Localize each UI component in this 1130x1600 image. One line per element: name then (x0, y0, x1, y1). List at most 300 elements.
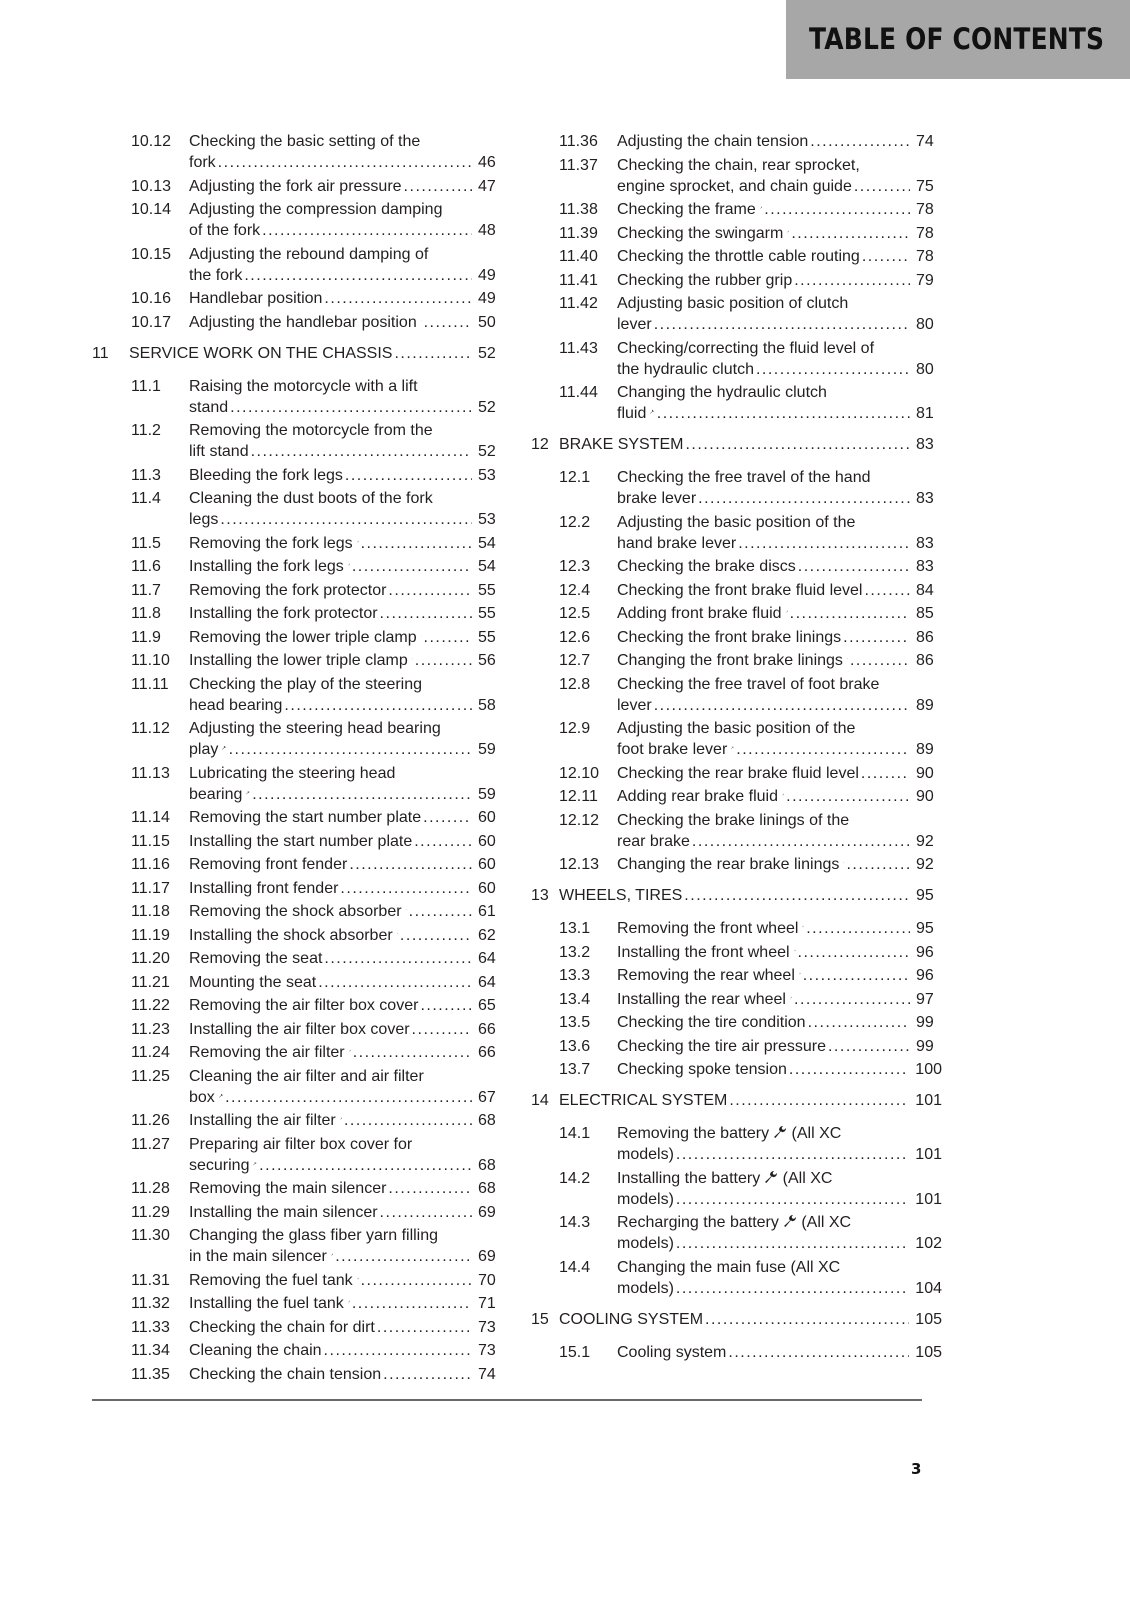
toc-entry[interactable] (531, 854, 942, 875)
toc-entry-title: the hydraulic clutch (617, 360, 754, 378)
dot-leader (344, 1110, 472, 1131)
dot-leader (738, 533, 910, 554)
toc-entry-number: 15.1 (559, 1343, 591, 1361)
toc-page-number[interactable]: 68 (478, 1156, 496, 1174)
dot-leader (349, 854, 472, 875)
toc-page-number[interactable]: 104 (915, 1279, 942, 1297)
toc-page-number[interactable]: 47 (478, 177, 496, 195)
toc-page-number[interactable]: 86 (916, 652, 934, 669)
toc-entry-number: 11.38 (559, 201, 598, 218)
dot-leader (676, 1189, 909, 1210)
toc-entry[interactable] (531, 965, 942, 986)
toc-entry[interactable] (92, 533, 504, 554)
toc-entry-number: 11.2 (131, 422, 161, 439)
toc-entry[interactable] (531, 989, 942, 1010)
toc-entry-number: 11.1 (131, 377, 161, 395)
toc-page-number[interactable]: 90 (916, 764, 934, 782)
toc-page-number[interactable]: 83 (916, 534, 934, 552)
toc-page-number[interactable]: 92 (916, 856, 934, 873)
toc-page-number[interactable]: 74 (478, 1365, 496, 1383)
toc-page-number[interactable]: 64 (478, 950, 496, 967)
toc-entry[interactable] (92, 1317, 504, 1338)
toc-entry[interactable] (92, 465, 504, 486)
dot-leader (654, 314, 910, 335)
toc-entry[interactable] (531, 223, 942, 244)
toc-entry[interactable] (92, 1225, 504, 1267)
toc-entry[interactable] (92, 131, 504, 173)
toc-entry-number: 12.3 (559, 558, 591, 575)
toc-page-number[interactable]: 89 (916, 696, 934, 714)
toc-page-number[interactable]: 89 (916, 741, 934, 758)
toc-entry[interactable] (531, 580, 942, 601)
toc-page-number[interactable]: 61 (478, 903, 496, 920)
toc-entry-title: Changing the front brake linings (617, 652, 843, 669)
toc-entry-title: Cleaning the chain (189, 1342, 322, 1359)
toc-entry-title: Installing the air filter box cover (189, 1020, 410, 1038)
toc-entry[interactable] (531, 674, 942, 716)
toc-entry[interactable] (531, 293, 942, 335)
wrench-icon (253, 1157, 257, 1170)
toc-entry-number: 11.7 (131, 581, 161, 599)
toc-entry-number: 11.32 (131, 1295, 170, 1312)
dot-leader (262, 220, 472, 241)
toc-entry-title: fork (189, 154, 216, 171)
toc-page-number[interactable]: 101 (915, 1092, 942, 1109)
toc-page-number[interactable]: 60 (478, 809, 496, 826)
toc-entry-number: 11.37 (559, 156, 598, 174)
wrench-icon (731, 741, 734, 754)
toc-entry[interactable] (531, 556, 942, 577)
dot-leader (380, 603, 472, 624)
toc-page-number[interactable]: 49 (478, 290, 496, 307)
toc-entry[interactable] (92, 854, 504, 875)
toc-entry-number: 11.22 (131, 997, 170, 1014)
toc-entry[interactable] (531, 1342, 942, 1363)
toc-page-number[interactable]: 75 (916, 177, 934, 195)
toc-page-number[interactable]: 70 (478, 1271, 496, 1289)
toc-entry-title: Installing the start number plate (189, 832, 413, 850)
toc-page-number[interactable]: 105 (915, 1343, 942, 1361)
toc-entry-number: 11.20 (131, 950, 170, 967)
toc-entry-title: Adjusting the steering head bearing (189, 720, 441, 737)
toc-entry[interactable] (531, 131, 942, 152)
dot-leader (324, 288, 472, 309)
toc-entry-title: Installing the front wheel (617, 943, 790, 961)
toc-page-number[interactable]: 59 (478, 741, 496, 758)
toc-entry-title: Removing the main silencer (189, 1180, 387, 1197)
toc-page-number[interactable]: 73 (478, 1318, 496, 1336)
dot-leader (854, 176, 910, 197)
toc-entry-title-suffix: (All XC (778, 1169, 833, 1187)
wrench-icon (331, 1248, 333, 1261)
dot-leader (729, 1090, 909, 1111)
toc-entry-number: 11.8 (131, 605, 161, 622)
dot-leader (862, 246, 910, 267)
toc-entry-number: 11.43 (559, 339, 598, 357)
dot-leader (412, 1019, 472, 1040)
toc-entry-number: 11.36 (559, 133, 598, 150)
wrench-icon (349, 1044, 351, 1057)
dot-leader (798, 942, 911, 963)
toc-entry-title: box (189, 1088, 215, 1106)
toc-entry[interactable] (531, 942, 942, 963)
toc-entry[interactable] (531, 718, 942, 760)
toc-entry-number: 10.15 (131, 245, 172, 263)
toc-page-number[interactable]: 85 (916, 605, 934, 622)
toc-entry[interactable] (92, 488, 504, 530)
toc-entry-number: 13 (531, 887, 549, 904)
toc-chapter[interactable] (92, 343, 504, 364)
toc-entry-number: 11.13 (131, 764, 170, 782)
toc-page-number[interactable]: 99 (916, 1037, 934, 1055)
toc-entry-title: Adding front brake fluid (617, 605, 782, 622)
toc-entry-number: 10.13 (131, 177, 172, 195)
toc-page-number[interactable]: 96 (916, 943, 934, 961)
dot-leader (352, 556, 472, 577)
dot-leader (388, 1178, 472, 1199)
dot-leader (324, 948, 472, 969)
toc-entry[interactable] (92, 580, 504, 601)
toc-entry-title: Changing the rear brake linings (617, 856, 840, 873)
toc-page-number[interactable]: 86 (916, 628, 934, 646)
toc-entry[interactable] (92, 1134, 504, 1176)
toc-entry-title: Checking the frame (617, 201, 756, 218)
toc-entry-number: 13.4 (559, 990, 591, 1008)
toc-entry-title: models) (617, 1146, 674, 1163)
toc-page-number[interactable]: 67 (478, 1088, 496, 1106)
toc-page-number[interactable]: 100 (915, 1061, 942, 1078)
toc-entry-number: 12.6 (559, 628, 591, 646)
toc-entry[interactable] (531, 1212, 942, 1254)
wrench-icon (786, 605, 788, 618)
toc-page-number[interactable]: 60 (478, 832, 496, 850)
toc-entry[interactable] (92, 901, 504, 922)
toc-page-number[interactable]: 81 (916, 405, 934, 422)
toc-entry-title: Checking the free travel of foot brake (617, 675, 880, 693)
wrench-icon (357, 1272, 359, 1285)
toc-entry[interactable] (531, 155, 942, 197)
toc-entry-number: 11.11 (131, 675, 169, 693)
toc-page-number[interactable]: 46 (478, 154, 496, 171)
toc-entry[interactable] (92, 312, 504, 333)
dot-leader (377, 1317, 472, 1338)
toc-entry[interactable] (92, 925, 504, 946)
toc-entry-title-suffix: (All XC (787, 1125, 842, 1142)
toc-entry-number: 12.12 (559, 811, 600, 829)
toc-entry[interactable] (92, 1340, 504, 1361)
toc-entry[interactable] (92, 995, 504, 1016)
toc-page-number[interactable]: 96 (916, 967, 934, 984)
wrench-icon (773, 1125, 787, 1138)
toc-entry-title: Checking the basic setting of the (189, 133, 421, 150)
toc-entry[interactable] (92, 878, 504, 899)
toc-entry-number: 11.29 (131, 1203, 170, 1221)
toc-entry-number: 15 (531, 1310, 549, 1328)
toc-entry-title: Changing the glass fiber yarn filling (189, 1227, 439, 1244)
toc-entry-number: 13.2 (559, 943, 591, 961)
toc-page-number[interactable]: 60 (478, 879, 496, 897)
toc-entry-number: 14.3 (559, 1214, 591, 1231)
toc-page-number[interactable]: 68 (478, 1180, 496, 1197)
wrench-icon (412, 652, 413, 665)
toc-entry[interactable] (531, 1059, 942, 1080)
toc-chapter[interactable] (531, 1309, 942, 1330)
toc-entry-title: Removing the motorcycle from the (189, 422, 433, 439)
toc-page-number[interactable]: 69 (478, 1203, 496, 1221)
toc-entry[interactable] (531, 786, 942, 807)
toc-entry-number: 11.26 (131, 1112, 170, 1129)
toc-entry[interactable] (531, 1012, 942, 1033)
toc-page-number[interactable]: 90 (916, 788, 934, 805)
toc-entry-number: 12.9 (559, 720, 591, 737)
toc-entry-title: Installing the air filter (189, 1112, 336, 1129)
toc-page-number[interactable]: 80 (916, 360, 934, 378)
toc-entry[interactable] (92, 1019, 504, 1040)
toc-page-number[interactable]: 60 (478, 856, 496, 873)
toc-chapter[interactable] (531, 885, 942, 906)
toc-entry-number: 13.5 (559, 1014, 591, 1031)
dot-leader (414, 831, 472, 852)
toc-entry[interactable] (92, 948, 504, 969)
toc-entry[interactable] (531, 338, 942, 380)
toc-entry-title: Adjusting the fork air pressure (189, 177, 402, 195)
dot-leader (345, 465, 472, 486)
toc-entry-title: Installing the shock absorber (189, 926, 393, 944)
toc-page-number[interactable]: 83 (916, 490, 934, 507)
toc-entry[interactable] (92, 1110, 504, 1131)
toc-entry[interactable] (92, 176, 504, 197)
toc-entry[interactable] (531, 199, 942, 220)
toc-entry[interactable] (92, 603, 504, 624)
toc-entry-number: 14.2 (559, 1169, 591, 1187)
toc-entry[interactable] (531, 246, 942, 267)
toc-entry-title: Adjusting the basic position of the (617, 720, 856, 737)
toc-entry-title: models) (617, 1279, 674, 1297)
toc-entry-number: 12.2 (559, 513, 591, 531)
toc-page-number[interactable]: 52 (478, 443, 496, 460)
toc-entry-number: 11.40 (559, 248, 598, 265)
toc-page-number[interactable]: 74 (916, 133, 934, 150)
toc-page-number[interactable]: 53 (478, 466, 496, 484)
toc-page-number[interactable]: 102 (915, 1235, 942, 1252)
toc-entry-number: 11.33 (131, 1318, 170, 1336)
toc-chapter[interactable] (531, 434, 942, 455)
toc-entry-number: 10.12 (131, 133, 172, 150)
toc-entry-number: 11.18 (131, 903, 170, 920)
toc-entry-number: 11.31 (131, 1271, 170, 1289)
toc-entry[interactable] (531, 382, 942, 424)
dot-leader (415, 650, 472, 671)
toc-page-number[interactable]: 105 (915, 1310, 942, 1328)
toc-entry-title: Checking the free travel of the hand (617, 469, 871, 486)
toc-entry[interactable] (92, 831, 504, 852)
wrench-icon (794, 944, 796, 957)
toc-entry[interactable] (92, 199, 504, 241)
toc-chapter[interactable] (531, 1090, 942, 1111)
toc-entry[interactable] (92, 1293, 504, 1314)
dot-leader (850, 650, 910, 671)
toc-entry-title: Recharging the battery (617, 1214, 779, 1231)
toc-entry[interactable] (92, 627, 504, 648)
toc-page-number[interactable]: 101 (915, 1190, 942, 1208)
toc-page-number[interactable]: 79 (916, 271, 934, 289)
dot-leader (698, 488, 910, 509)
dot-leader (220, 509, 472, 530)
toc-page-number[interactable]: 66 (478, 1020, 496, 1038)
footer-divider (92, 1399, 922, 1401)
toc-page-number[interactable]: 65 (478, 997, 496, 1014)
toc-page-number[interactable]: 52 (478, 398, 496, 416)
toc-entry-title: BRAKE SYSTEM (559, 436, 684, 453)
toc-page-number[interactable]: 58 (478, 696, 496, 714)
toc-page-number[interactable]: 55 (478, 581, 496, 599)
toc-entry-number: 11.16 (131, 856, 170, 873)
toc-entry-number: 11.25 (131, 1067, 170, 1085)
toc-entry[interactable] (92, 288, 504, 309)
toc-entry[interactable] (531, 918, 942, 939)
toc-page-number[interactable]: 99 (916, 1014, 934, 1031)
toc-entry[interactable] (92, 376, 504, 418)
toc-page-number[interactable]: 68 (478, 1112, 496, 1129)
toc-page-number[interactable]: 64 (478, 973, 496, 991)
wrench-icon (348, 558, 350, 571)
toc-entry[interactable] (531, 1123, 942, 1165)
toc-entry[interactable] (92, 244, 504, 286)
toc-entry-title: Checking the front brake linings (617, 628, 842, 646)
dot-leader (400, 925, 472, 946)
wrench-icon (246, 786, 250, 799)
toc-entry[interactable] (92, 972, 504, 993)
dot-leader (728, 1342, 909, 1363)
toc-entry[interactable] (531, 1257, 942, 1299)
dot-leader (394, 343, 472, 364)
toc-entry-title: Removing the battery (617, 1125, 770, 1142)
wrench-icon (782, 788, 784, 801)
toc-entry[interactable] (92, 650, 504, 671)
toc-entry[interactable] (531, 650, 942, 671)
toc-page-number[interactable]: 53 (478, 511, 496, 528)
toc-entry-number: 11.21 (131, 973, 170, 991)
toc-page-number[interactable]: 66 (478, 1044, 496, 1061)
toc-page-number[interactable]: 83 (916, 436, 934, 453)
toc-entry-number: 11.17 (131, 879, 170, 897)
toc-entry-title: Adjusting the rebound damping of (189, 245, 429, 263)
toc-page-number[interactable]: 95 (916, 920, 934, 937)
toc-entry[interactable] (92, 1066, 504, 1108)
toc-entry-title: Removing the front wheel (617, 920, 799, 937)
toc-page-number[interactable]: 54 (478, 558, 496, 575)
toc-page-number[interactable]: 83 (916, 558, 934, 575)
dot-leader (794, 989, 910, 1010)
toc-entry-title: lever (617, 316, 652, 333)
dot-leader (794, 270, 910, 291)
wrench-icon (421, 629, 422, 642)
toc-entry[interactable] (531, 467, 942, 509)
dot-leader (692, 831, 910, 852)
dot-leader (284, 695, 472, 716)
toc-page-number[interactable]: 80 (916, 316, 934, 333)
wrench-icon (397, 927, 398, 940)
toc-page-number[interactable]: 48 (478, 222, 496, 239)
toc-page-number[interactable]: 69 (478, 1248, 496, 1265)
toc-page-number[interactable]: 78 (916, 248, 934, 265)
toc-page-number[interactable]: 101 (915, 1146, 942, 1163)
toc-entry[interactable] (531, 603, 942, 624)
toc-entry-title: Bleeding the fork legs (189, 466, 343, 484)
toc-page-number[interactable]: 52 (478, 344, 496, 362)
dot-leader (676, 1144, 909, 1165)
toc-entry[interactable] (531, 1168, 942, 1210)
toc-entry[interactable] (531, 1036, 942, 1057)
toc-entry[interactable] (92, 1178, 504, 1199)
toc-page-number[interactable]: 50 (478, 313, 496, 331)
toc-page-number[interactable]: 78 (916, 201, 934, 218)
toc-page-number[interactable]: 78 (916, 224, 934, 242)
toc-entry-number: 13.7 (559, 1061, 591, 1078)
toc-page-number[interactable]: 62 (478, 926, 496, 944)
toc-entry-title: Lubricating the steering head (189, 764, 396, 782)
toc-entry[interactable] (92, 1364, 504, 1385)
toc-page-number[interactable]: 92 (916, 832, 934, 850)
dot-leader (404, 176, 472, 197)
toc-entry-title: Adjusting the basic position of the (617, 513, 856, 531)
toc-page-number[interactable]: 84 (916, 581, 934, 599)
dot-leader (218, 152, 472, 173)
dot-leader (810, 131, 910, 152)
toc-page-number[interactable]: 56 (478, 652, 496, 669)
toc-entry-title: Cleaning the dust boots of the fork (189, 490, 433, 507)
toc-entry-number: 11.14 (131, 809, 170, 826)
toc-entry[interactable] (531, 627, 942, 648)
toc-page-number[interactable]: 73 (478, 1342, 496, 1359)
toc-entry[interactable] (92, 556, 504, 577)
dot-leader (361, 533, 472, 554)
toc-entry-title: COOLING SYSTEM (559, 1310, 704, 1328)
toc-entry[interactable] (531, 763, 942, 784)
dot-leader (361, 1270, 472, 1291)
toc-entry-title: securing (189, 1156, 250, 1174)
toc-page-number[interactable]: 97 (916, 990, 934, 1008)
toc-entry[interactable] (92, 763, 504, 805)
toc-page-number[interactable]: 49 (478, 266, 496, 284)
wrench-icon (348, 1295, 350, 1308)
toc-entry-title: fluid (617, 405, 647, 422)
toc-page-number[interactable]: 54 (478, 534, 496, 552)
toc-entry[interactable] (531, 810, 942, 852)
toc-entry[interactable] (92, 420, 504, 462)
toc-entry-number: 11.30 (131, 1227, 170, 1244)
toc-entry[interactable] (92, 807, 504, 828)
toc-entry[interactable] (92, 1042, 504, 1063)
toc-entry[interactable] (92, 1202, 504, 1223)
toc-page-number[interactable]: 71 (478, 1295, 496, 1312)
toc-entry[interactable] (531, 512, 942, 554)
dot-leader (676, 1233, 909, 1254)
dot-leader (388, 580, 472, 601)
toc-page-number[interactable]: 59 (478, 785, 496, 803)
toc-page-number[interactable]: 95 (916, 887, 934, 904)
toc-entry[interactable] (92, 1270, 504, 1291)
toc-entry-number: 12.10 (559, 764, 600, 782)
toc-entry[interactable] (92, 674, 504, 716)
toc-entry[interactable] (531, 270, 942, 291)
toc-entry[interactable] (92, 718, 504, 760)
toc-entry-title: ELECTRICAL SYSTEM (559, 1092, 728, 1109)
toc-page-number[interactable]: 55 (478, 605, 496, 622)
toc-entry-title: foot brake lever (617, 741, 728, 758)
toc-entry-number: 12 (531, 436, 549, 453)
toc-page-number[interactable]: 55 (478, 628, 496, 646)
